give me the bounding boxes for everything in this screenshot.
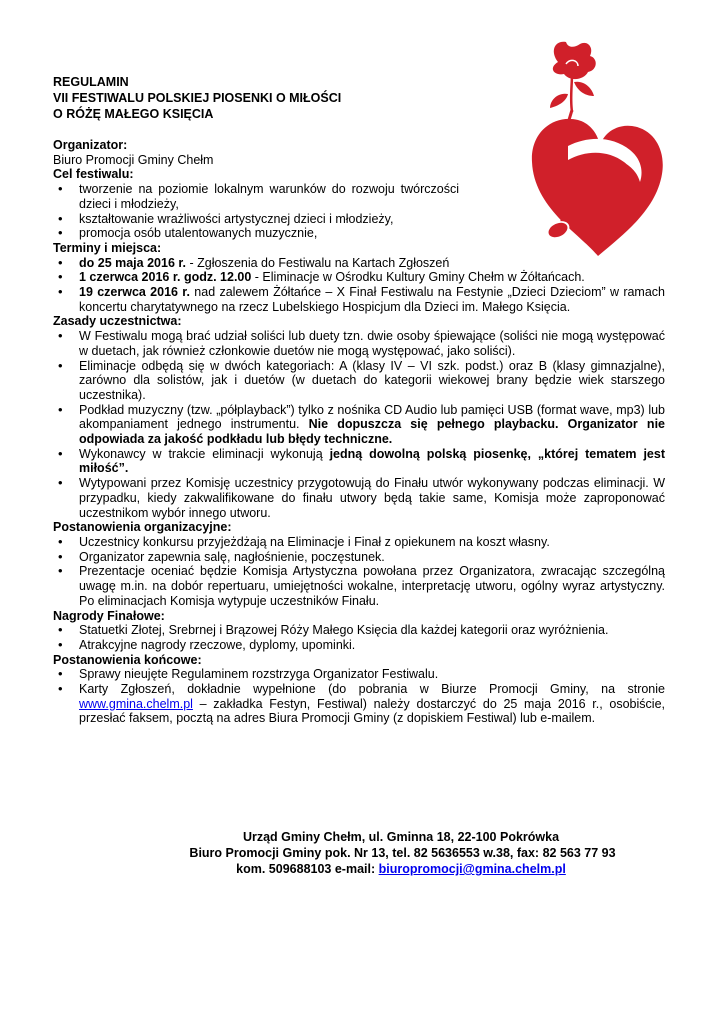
list-item-text: Wykonawcy w trakcie eliminacji wykonują bbox=[79, 446, 330, 461]
goal-list bbox=[53, 182, 665, 241]
list-item-text: Wytypowani przez Komisję uczestnicy przygotowują do Finału utwór wykonywany podczas eliminacji. W przypadku, kiedy zakwalifikowane do finału utwory będą takie same, Komisja może zaproponować uczestnikom wybór innego utworu. bbox=[79, 476, 665, 520]
date-text: - Zgłoszenia do Festiwalu na Kartach Zgłoszeń bbox=[186, 255, 450, 270]
list-item bbox=[79, 638, 665, 653]
list-item-text: kształtowanie wrażliwości artystycznej dzieci i młodzieży, bbox=[79, 211, 394, 226]
list-item-text: Organizator zapewnia salę, nagłośnienie, poczęstunek. bbox=[79, 549, 385, 564]
goal-heading: Cel festiwalu: bbox=[53, 167, 134, 182]
list-item-text: Statuetki Złotej, Srebrnej i Brązowej Róży Małego Księcia dla każdej kategorii oraz wyróżnienia. bbox=[79, 623, 609, 638]
list-item bbox=[79, 256, 665, 271]
rules-heading: Zasady uczestnictwa: bbox=[53, 314, 182, 329]
final-heading: Postanowienia końcowe: bbox=[53, 652, 202, 667]
list-item bbox=[79, 535, 665, 550]
date-bold: 19 czerwca 2016 r. bbox=[79, 285, 190, 300]
list-item bbox=[79, 403, 665, 447]
list-item-text: Karty Zgłoszeń, dokładnie wypełnione (do pobrania w Biurze Promocji Gminy, na stronie bbox=[79, 682, 665, 697]
list-item-text: promocja osób utalentowanych muzycznie, bbox=[79, 226, 318, 241]
list-item-text: Prezentacje oceniać będzie Komisja Artystyczna powołana przez Organizatora, zwracając szczególną uwagę m.in. na dobór repertuaru, umiejętności wokalne, interpretację utworu, ogólny wyraz artystyczny. Po eliminacjach Komisja wytypuje uczestników Finału. bbox=[79, 564, 665, 608]
awards-list bbox=[53, 623, 665, 652]
footer-address: Urząd Gminy Chełm, ul. Gminna 18, 22-100 Pokrówka bbox=[242, 830, 560, 844]
list-item bbox=[79, 329, 665, 358]
organizer-text: Biuro Promocji Gminy Chełm bbox=[53, 152, 214, 167]
list-item-text: Sprawy nieujęte Regulaminem rozstrzyga Organizator Festiwalu. bbox=[79, 667, 439, 682]
list-item bbox=[79, 212, 665, 227]
list-item bbox=[79, 623, 665, 638]
title-line: O RÓŻĘ MAŁEGO KSIĘCIA bbox=[53, 107, 214, 121]
organizer-heading: Organizator: bbox=[53, 138, 128, 152]
dates-heading: Terminy i miejsca: bbox=[53, 240, 162, 255]
list-item bbox=[79, 359, 665, 403]
rules-list bbox=[53, 329, 665, 520]
list-item-text: – zakładka Festyn, Festiwal) należy dostarczyć do 25 maja 2016 r., osobiście, przesłać faksem, pocztą na adres Biura Promocji Gminy (z dopiskiem Festiwal) lub e-mailem. bbox=[79, 696, 665, 726]
list-item bbox=[79, 447, 665, 476]
awards-heading: Nagrody Finałowe: bbox=[53, 608, 165, 623]
footer-contact bbox=[0, 861, 725, 877]
organization-list bbox=[53, 535, 665, 609]
list-item-text: Podkład muzyczny (tzw. „półplayback”) tylko z nośnika CD Audio lub pamięci USB (format wave, mp3) lub akompaniament jednego instrumentu. bbox=[79, 402, 665, 432]
footer-mobile: kom. 509688103 e-mail: bbox=[236, 862, 379, 876]
list-item bbox=[79, 667, 665, 682]
list-item-text: tworzenie na poziomie lokalnym warunków do rozwoju twórczości dzieci i młodzieży, bbox=[79, 182, 459, 211]
list-item-text: Eliminacje odbędą się w dwóch kategoriach: A (klasy IV – VI szk. podst.) oraz B (klasy gimnazjalne), zarówno dla solistów, jak i duetów (w duetach do kategorii wiekowej brany będzie wiek starszego uczestnika). bbox=[79, 358, 665, 402]
email-link[interactable]: biuropromocji@gmina.chelm.pl bbox=[378, 862, 566, 876]
list-item-bold: Nie dopuszcza się pełnego playbacku. Organizator nie odpowiada za jakość podkładu lub błędy techniczne. bbox=[79, 417, 665, 447]
dates-list bbox=[53, 256, 665, 315]
title-line: VII FESTIWALU POLSKIEJ PIOSENKI O MIŁOŚCI bbox=[53, 91, 342, 105]
date-bold: do 25 maja 2016 r. bbox=[79, 255, 187, 270]
contact-footer bbox=[0, 829, 725, 877]
website-link[interactable]: www.gmina.chelm.pl bbox=[79, 696, 193, 711]
list-item bbox=[79, 682, 665, 726]
list-item-bold: jedną dowolną polską piosenkę, „której tematem jest miłość”. bbox=[79, 446, 665, 476]
document-title bbox=[53, 74, 341, 122]
date-text: - Eliminacje w Ośrodku Kultury Gminy Chełm w Żółtańcach. bbox=[251, 270, 585, 285]
list-item bbox=[79, 550, 665, 565]
final-list bbox=[53, 667, 665, 726]
list-item bbox=[79, 270, 665, 285]
list-item bbox=[79, 564, 665, 608]
title-line: REGULAMIN bbox=[53, 75, 129, 89]
list-item bbox=[79, 285, 665, 314]
regulations-body bbox=[53, 138, 665, 726]
list-item-text: W Festiwalu mogą brać udział soliści lub duety tzn. dwie osoby śpiewające (soliści nie mogą występować w duetach, jak również członkowie duetów nie mogą występować, jako soliści). bbox=[79, 329, 665, 358]
list-item-text: Atrakcyjne nagrody rzeczowe, dyplomy, upominki. bbox=[79, 637, 356, 652]
footer-phone: Biuro Promocji Gminy pok. Nr 13, tel. 82 5636553 w.38, fax: 82 563 77 93 bbox=[189, 846, 616, 860]
date-text: nad zalewem Żółtańce – X Finał Festiwalu na Festynie „Dzieci Dzieciom” w ramach koncertu charytatywnego na rzecz Lubelskiego Hospicjum dla Dzieci im. Małego Księcia. bbox=[79, 285, 665, 314]
list-item bbox=[79, 182, 459, 211]
list-item-text: Uczestnicy konkursu przyjeżdżają na Eliminacje i Finał z opiekunem na koszt własny. bbox=[79, 534, 550, 549]
list-item bbox=[79, 226, 665, 241]
date-bold: 1 czerwca 2016 r. godz. 12.00 bbox=[79, 270, 252, 285]
organization-heading: Postanowienia organizacyjne: bbox=[53, 520, 232, 535]
list-item bbox=[79, 476, 665, 520]
